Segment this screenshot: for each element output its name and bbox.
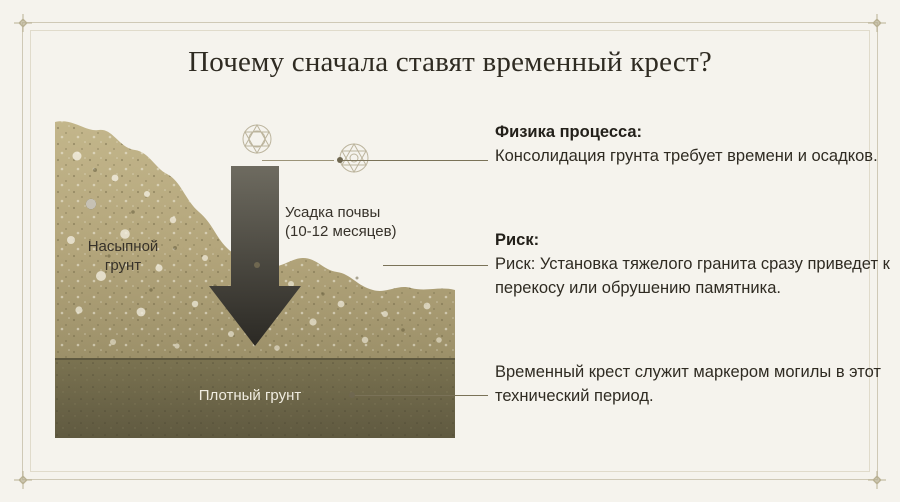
corner-ornament-icon bbox=[864, 10, 890, 36]
text-block-risk-body: Риск: Установка тяжелого гранита сразу приведет к перекосу или обрушению памятника. bbox=[495, 255, 890, 297]
frame-top-line bbox=[22, 22, 878, 23]
text-block-risk bbox=[495, 228, 895, 300]
corner-ornament-icon bbox=[10, 467, 36, 493]
label-dense-soil: Плотный грунт bbox=[198, 387, 302, 404]
corner-ornament-icon bbox=[864, 467, 890, 493]
text-block-marker-body: Временный крест служит маркером могилы в этот технический период. bbox=[495, 363, 881, 405]
text-block-physics bbox=[495, 120, 895, 168]
frame-left-line bbox=[22, 22, 23, 480]
leader-dot-1 bbox=[337, 157, 343, 163]
leader-dot-3 bbox=[349, 392, 355, 398]
page-title: Почему сначала ставят временный крест? bbox=[188, 46, 712, 78]
label-fill-soil: Насыпной грунт bbox=[87, 238, 159, 274]
frame-bottom-line bbox=[22, 479, 878, 480]
leader-line-1 bbox=[340, 160, 488, 161]
text-block-marker bbox=[495, 360, 895, 408]
frame-left-inner-line bbox=[30, 30, 31, 472]
leader-line-2 bbox=[383, 265, 488, 266]
leader-line-3 bbox=[352, 395, 488, 396]
label-settlement: Усадка почвы (10-12 месяцев) bbox=[285, 204, 397, 240]
text-block-physics-body: Консолидация грунта требует времени и осадков. bbox=[495, 147, 878, 165]
text-block-physics-heading: Физика процесса: bbox=[495, 123, 643, 141]
frame-top-inner-line bbox=[30, 30, 870, 31]
leader-dot-2 bbox=[254, 262, 260, 268]
ornament-connector-line bbox=[262, 160, 334, 161]
corner-ornament-icon bbox=[10, 10, 36, 36]
frame-bottom-inner-line bbox=[30, 471, 870, 472]
text-block-risk-heading: Риск: bbox=[495, 231, 540, 249]
geometric-ornament-icon bbox=[237, 119, 277, 159]
